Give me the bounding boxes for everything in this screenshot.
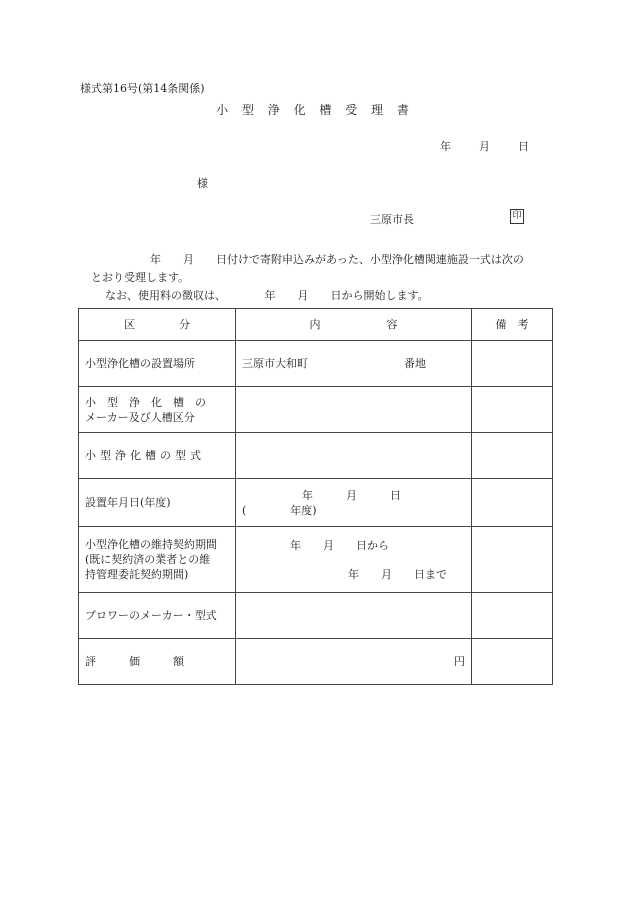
date-day: 日	[518, 140, 529, 153]
acceptance-table	[78, 308, 553, 685]
header-remarks: 備 考	[472, 309, 553, 341]
table-header-row	[79, 309, 553, 341]
row-content-contract-period	[236, 527, 472, 593]
row-remarks	[472, 527, 553, 593]
table-row	[79, 639, 553, 685]
seal-mark: 印	[510, 209, 524, 224]
header-category: 区 分	[79, 309, 236, 341]
row-label-valuation: 評 価 額	[79, 639, 236, 685]
document-title: 小 型 浄 化 槽 受 理 書	[216, 103, 414, 117]
header-content: 内 容	[236, 309, 472, 341]
table-row	[79, 387, 553, 433]
table-row	[79, 593, 553, 639]
row-remarks	[472, 639, 553, 685]
row-label-line: 小型浄化槽の維持契約期間	[85, 538, 217, 551]
table-row	[79, 433, 553, 479]
row-remarks	[472, 341, 553, 387]
row-label-install-date: 設置年月日(年度)	[79, 479, 236, 527]
row-content	[236, 387, 472, 433]
table-row	[79, 341, 553, 387]
issue-date	[440, 138, 529, 154]
row-label-line: 持管理委託契約期間)	[85, 568, 189, 581]
date-month: 月	[479, 140, 490, 153]
row-remarks	[472, 387, 553, 433]
row-label-contract-period	[79, 527, 236, 593]
issuer-name: 三原市長	[370, 213, 414, 226]
form-number: 様式第16号(第14条関係)	[80, 82, 205, 95]
location-town: 三原市大和町	[242, 357, 308, 370]
row-content-valuation: 円	[236, 639, 472, 685]
install-fiscal-year-line: ( 年度)	[242, 503, 317, 517]
row-remarks	[472, 479, 553, 527]
row-remarks	[472, 593, 553, 639]
addressee-suffix: 様	[197, 177, 208, 190]
row-label-line: メーカー及び人槽区分	[85, 410, 195, 424]
row-content	[236, 433, 472, 479]
row-remarks	[472, 433, 553, 479]
row-label-location: 小型浄化槽の設置場所	[79, 341, 236, 387]
date-year: 年	[440, 140, 451, 153]
install-date-line: 年 月 日	[302, 488, 401, 502]
table-row	[79, 479, 553, 527]
row-label-maker	[79, 387, 236, 433]
row-label-blower: ブロワーのメーカー・型式	[79, 593, 236, 639]
row-label-line: (既に契約済の業者との維	[85, 553, 211, 566]
paragraph-line-1: 年 月 日付けで寄附申込みがあった、小型浄化槽関連施設一式は次の	[150, 253, 524, 266]
paragraph-line-3: なお、使用料の徴収は、 年 月 日から開始します。	[105, 289, 429, 302]
paragraph-line-2: とおり受理します。	[91, 271, 190, 284]
row-content-location	[236, 341, 472, 387]
contract-to-line: 年 月 日まで	[348, 567, 447, 581]
row-label-model: 小型浄化槽の型式	[79, 433, 236, 479]
row-content	[236, 593, 472, 639]
row-content-install-date	[236, 479, 472, 527]
row-label-line: 小 型 浄 化 槽 の	[85, 395, 206, 409]
contract-from-line: 年 月 日から	[290, 538, 389, 552]
table-row	[79, 527, 553, 593]
location-banchi: 番地	[404, 357, 426, 370]
